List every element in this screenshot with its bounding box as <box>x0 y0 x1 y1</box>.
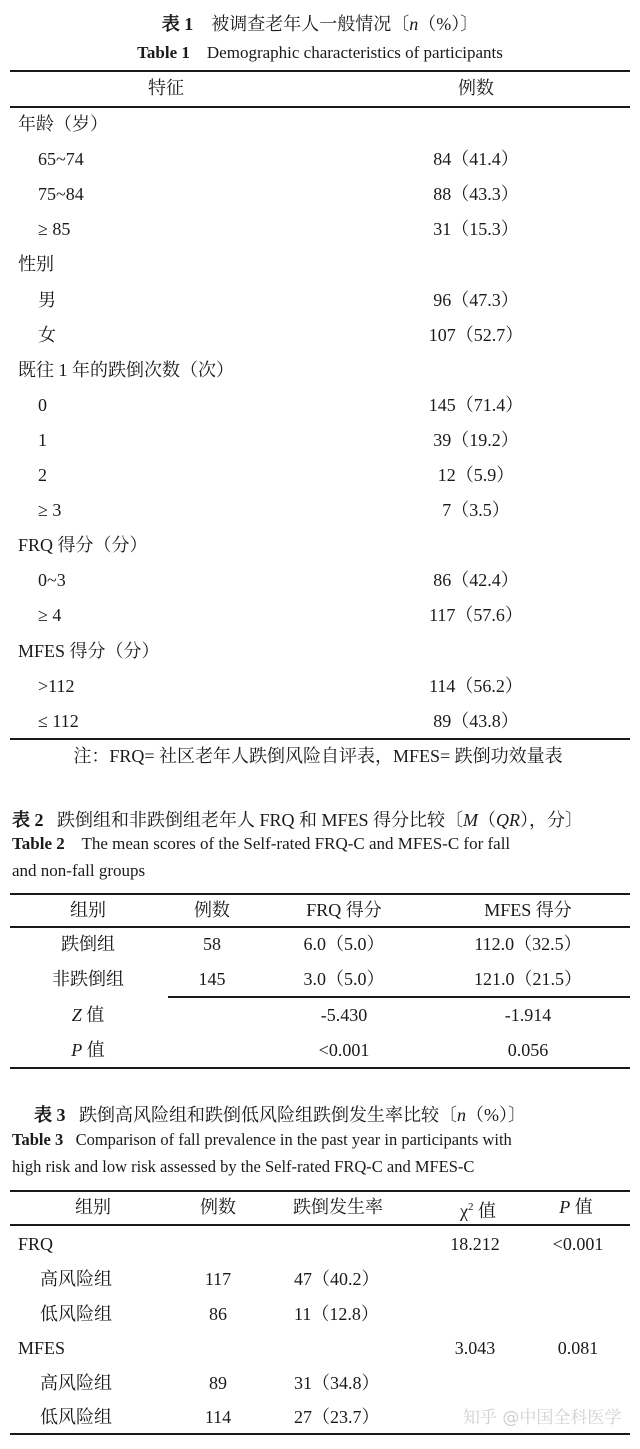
chi-suffix: 值 <box>473 1201 496 1221</box>
table2-title-en-line1 <box>12 834 510 854</box>
table1-row-value: 96（47.3） <box>433 290 519 310</box>
table1-row-label: >112 <box>38 676 75 696</box>
table1-title-n: n <box>409 14 419 34</box>
table1-row-value: 12（5.9） <box>437 465 515 485</box>
table1-row-value: 7（3.5） <box>442 500 510 520</box>
table1-row-value: 31（15.3） <box>433 219 519 239</box>
table2-row1-mfes: 112.0（32.5） <box>474 934 582 954</box>
table1-row-value: 86（42.4） <box>433 570 519 590</box>
table3-frq-label: FRQ <box>18 1234 54 1254</box>
table1-category-label: MFES 得分（分） <box>18 641 160 661</box>
table3-frq-high-group: 高风险组 <box>40 1269 112 1289</box>
table3-header-rule <box>10 1224 630 1226</box>
table1-category-label: 年龄（岁） <box>18 114 108 134</box>
table2-row1-count: 58 <box>203 934 221 954</box>
p-var-header: P <box>559 1197 571 1217</box>
table2-title-en-line2: and non-fall groups <box>12 861 146 880</box>
table3-mfes-low-rate: 27（23.7） <box>294 1407 380 1427</box>
table2-title-cn <box>12 806 583 832</box>
table3-title-en-line1 <box>12 1130 512 1150</box>
p-suffix-header: 值 <box>570 1197 593 1217</box>
table3-frq-chi2: 18.212 <box>450 1234 500 1254</box>
table1-row-label: ≥ 4 <box>38 605 62 625</box>
table3-mfes-label: MFES <box>18 1338 66 1358</box>
table3-bottom-rule <box>10 1433 630 1435</box>
table3-label-en: Table 3 <box>12 1130 64 1149</box>
table2-row2-group: 非跌倒组 <box>52 969 124 989</box>
table1-category-label: 性别 <box>18 254 54 274</box>
table2-header-group: 组别 <box>70 900 106 920</box>
table2-title-en-text: The mean scores of the Self-rated FRQ-C and MFES-C for fall <box>81 834 511 853</box>
table2-row2-count: 145 <box>198 969 226 989</box>
table1-label-en: Table 1 <box>137 43 190 62</box>
table1-title-en-text: Demographic characteristics of participants <box>206 43 503 62</box>
table1-row-label: ≥ 85 <box>38 219 71 239</box>
table2-row1-frq: 6.0（5.0） <box>303 934 385 954</box>
table2-title-cn-text: 跌倒组和非跌倒组老年人 FRQ 和 MFES 得分比较〔 <box>57 810 464 830</box>
z-suffix: 值 <box>81 1005 105 1025</box>
table3-title-en-line2: high risk and low risk assessed by the Self-rated FRQ-C and MFES-C <box>12 1157 475 1176</box>
table1-row-label: 女 <box>38 325 56 345</box>
table1-note: 注：FRQ= 社区老年人跌倒风险自评表，MFES= 跌倒功效量表 <box>73 746 563 766</box>
table2-partial-rule <box>168 996 630 998</box>
table1-row-value: 107（52.7） <box>428 325 524 345</box>
table2-row2-frq: 3.0（5.0） <box>303 969 385 989</box>
table2-title-paren: （ <box>478 810 497 830</box>
table1-row-label: 男 <box>38 290 56 310</box>
table1-row-label: ≥ 3 <box>38 500 62 520</box>
table3-frq-p: <0.001 <box>552 1234 604 1254</box>
table3-frq-high-count: 117 <box>204 1269 232 1289</box>
table1-row-label: 0~3 <box>38 570 66 590</box>
table1-row-value: 117（57.6） <box>429 605 523 625</box>
p-var: P <box>71 1040 83 1060</box>
table1-bottom-rule <box>10 738 630 740</box>
table3-title-n: n <box>457 1105 466 1125</box>
table2-row2-mfes: 121.0（21.5） <box>474 969 582 989</box>
table3-header-chi <box>460 1195 496 1223</box>
table3-title-en-text: Comparison of fall prevalence in the past year in participants with <box>75 1130 512 1149</box>
table1-header-feature: 特征 <box>148 78 184 98</box>
table1-title-en <box>137 43 503 63</box>
table2-p-mfes: 0.056 <box>507 1040 549 1060</box>
table3-header-count: 例数 <box>200 1197 236 1217</box>
table3-mfes-p: 0.081 <box>557 1338 599 1358</box>
table1-row-value: 88（43.3） <box>433 184 519 204</box>
table2-row1-group: 跌倒组 <box>61 934 115 954</box>
table2-title-qr: QR <box>496 810 521 830</box>
table2-label-cn: 表 2 <box>12 810 44 830</box>
table3-frq-low-group: 低风险组 <box>40 1304 112 1324</box>
table2-header-count: 例数 <box>194 900 230 920</box>
table1-title-tail: （%）〕 <box>418 14 479 34</box>
table3-mfes-high-group: 高风险组 <box>40 1373 112 1393</box>
table1-row-label: 2 <box>38 465 47 485</box>
table1-title-cn <box>162 10 479 36</box>
table3-mfes-low-group: 低风险组 <box>40 1407 112 1427</box>
table3-frq-high-rate: 47（40.2） <box>294 1269 380 1289</box>
table1-row-value: 114（56.2） <box>429 676 523 696</box>
table2-header-rule <box>10 926 630 928</box>
table3-label-cn: 表 3 <box>34 1105 66 1125</box>
table1-row-label: 65~74 <box>38 149 84 169</box>
table3-mfes-low-count: 114 <box>204 1407 232 1427</box>
table1-header-rule <box>10 106 630 108</box>
table3-title-cn <box>34 1101 526 1127</box>
table3-header-group: 组别 <box>75 1197 111 1217</box>
table3-title-tail: （%）〕 <box>466 1105 526 1125</box>
table2-z-label <box>72 1003 105 1027</box>
z-var: Z <box>71 1005 82 1025</box>
table2-title-tail: ），分〕 <box>520 810 584 830</box>
table1-header-count: 例数 <box>458 78 494 98</box>
table3-top-rule <box>10 1190 630 1192</box>
table2-title-m: M <box>463 810 479 830</box>
table1-row-label: 1 <box>38 430 47 450</box>
table3-header-p <box>559 1195 593 1219</box>
table3-title-cn-text: 跌倒高风险组和跌倒低风险组跌倒发生率比较〔 <box>79 1105 457 1125</box>
table1-title-cn-text: 被调查老年人一般情况〔 <box>211 14 410 34</box>
table2-bottom-rule <box>10 1067 630 1069</box>
table3-frq-low-count: 86 <box>209 1304 227 1324</box>
chi-superscript: 2 <box>468 1201 474 1213</box>
table1-row-value: 84（41.4） <box>433 149 519 169</box>
table3-header-rate: 跌倒发生率 <box>293 1197 383 1217</box>
table1-category-label: 既往 1 年的跌倒次数（次） <box>18 360 234 380</box>
table3-mfes-chi2: 3.043 <box>454 1338 496 1358</box>
table1-top-rule <box>10 70 630 72</box>
table3-frq-low-rate: 11（12.8） <box>294 1304 379 1324</box>
table1-category-label: FRQ 得分（分） <box>18 535 148 555</box>
p-suffix: 值 <box>82 1040 105 1060</box>
table3-mfes-high-count: 89 <box>209 1373 227 1393</box>
chi-symbol: χ <box>460 1201 468 1221</box>
table2-header-mfes: MFES 得分 <box>484 900 572 920</box>
watermark: 知乎 @中国全科医学 <box>463 1408 622 1428</box>
table3-mfes-high-rate: 31（34.8） <box>294 1373 380 1393</box>
table1-row-label: 0 <box>38 395 47 415</box>
table2-p-label <box>71 1038 105 1062</box>
table1-row-value: 145（71.4） <box>428 395 524 415</box>
table2-z-mfes: -1.914 <box>504 1005 552 1025</box>
table2-top-rule <box>10 893 630 895</box>
table2-label-en: Table 2 <box>12 834 65 853</box>
table2-header-frq: FRQ 得分 <box>306 900 382 920</box>
table2-z-frq: -5.430 <box>320 1005 368 1025</box>
table2-p-frq: <0.001 <box>318 1040 370 1060</box>
table1-row-value: 39（19.2） <box>433 430 519 450</box>
table1-row-value: 89（43.8） <box>433 711 519 731</box>
table1-row-label: 75~84 <box>38 184 84 204</box>
table1-row-label: ≤ 112 <box>38 711 79 731</box>
table1-label-cn: 表 1 <box>161 14 194 34</box>
